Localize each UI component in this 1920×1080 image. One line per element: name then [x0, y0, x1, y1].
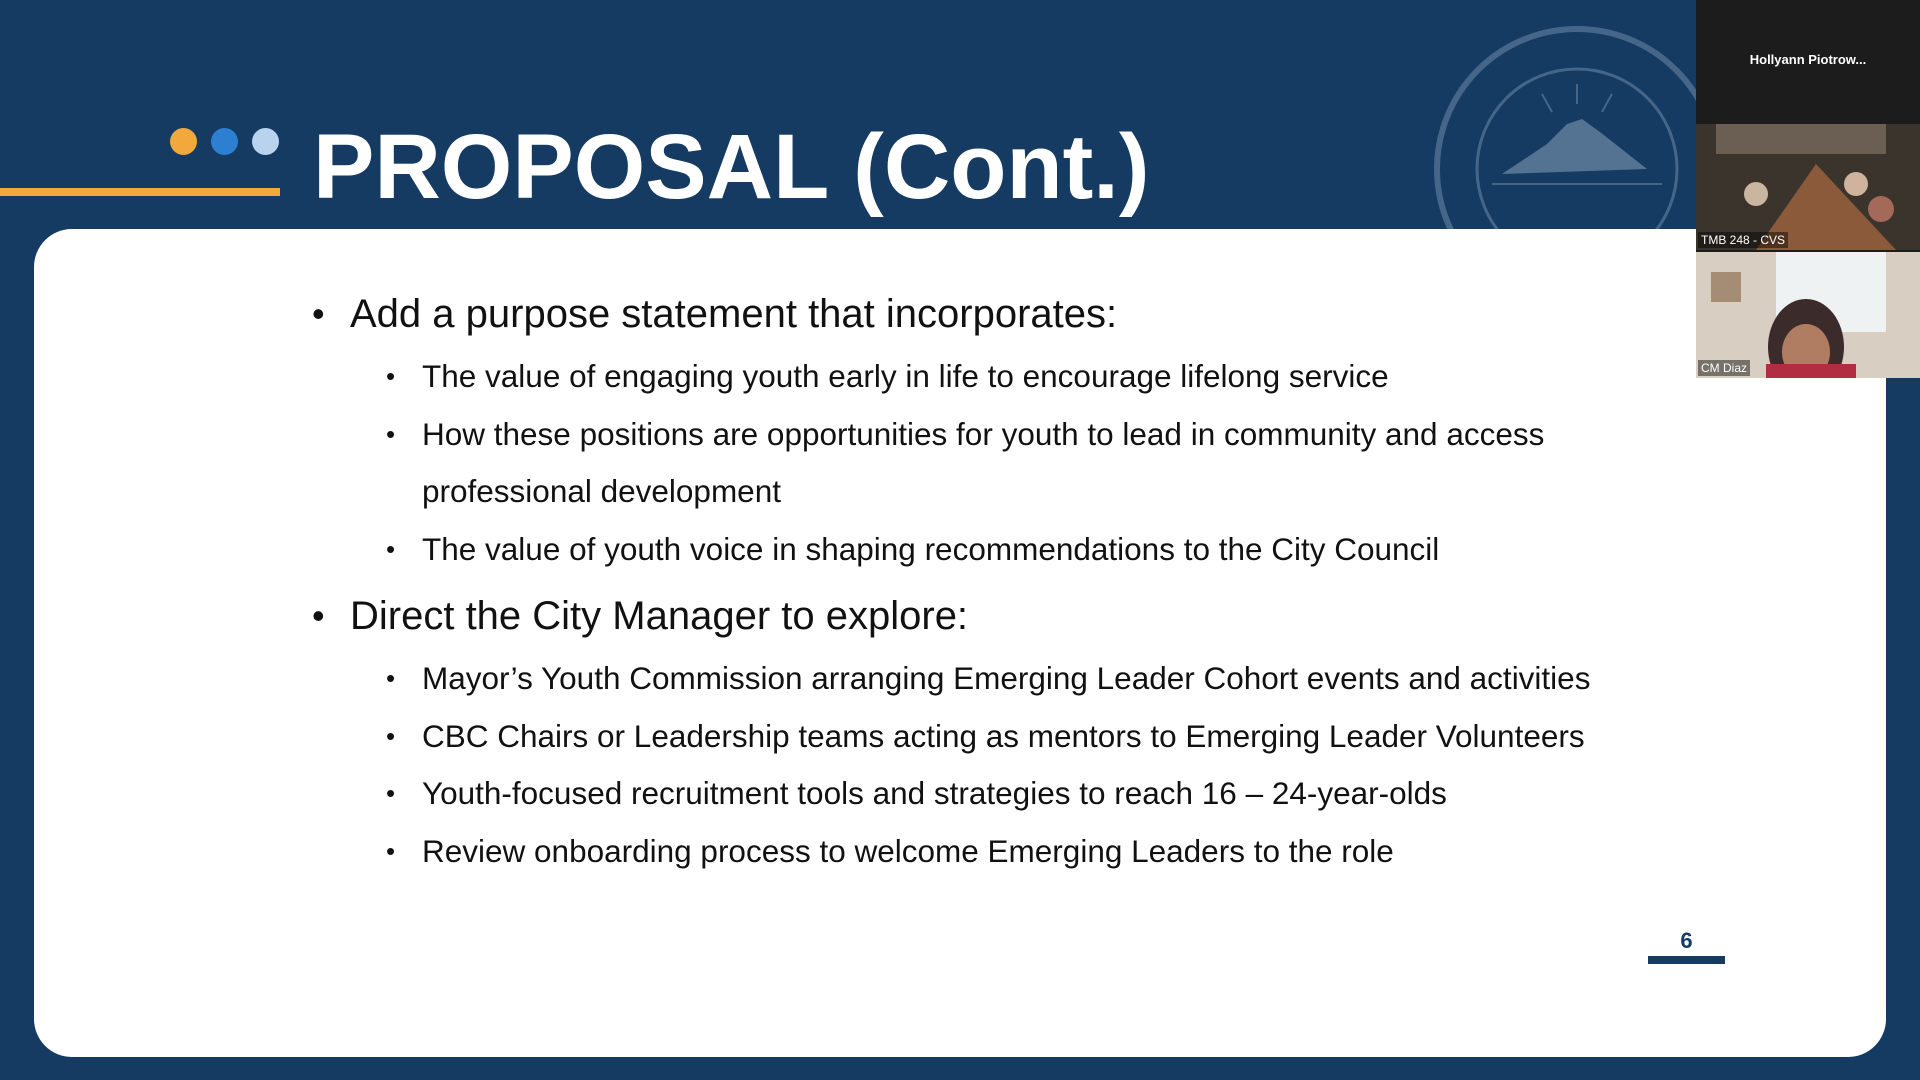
bullet-level2: • How these positions are opportunities for youth to lead in community and access professional development	[386, 415, 1545, 509]
decorative-dots	[170, 128, 279, 155]
bullet-level2: • The value of youth voice in shaping recommendations to the City Council	[386, 530, 1440, 567]
bullet-level2: • The value of engaging youth early in life to encourage lifelong service	[386, 358, 1389, 394]
tile-label: CM Diaz	[1698, 360, 1750, 376]
bullet-level2: • Review onboarding process to welcome Emerging Leaders to the role	[386, 832, 1394, 869]
tile-label: TMB 248 - CVS	[1698, 232, 1788, 248]
presenter-header	[1696, 0, 1920, 124]
bullet-group-explore	[310, 588, 1650, 880]
bullet-level2: • Mayor’s Youth Commission arranging Emerging Leader Cohort events and activities	[386, 660, 1591, 696]
bullet-list	[310, 286, 1650, 890]
video-tile-room[interactable]	[1696, 124, 1920, 250]
bullet-level1: • Direct the City Manager to explore:	[310, 588, 1650, 644]
page-number-bar	[1648, 956, 1725, 964]
orange-dot	[170, 128, 197, 155]
blue-dot	[211, 128, 238, 155]
bullet-group-purpose	[310, 286, 1650, 578]
slide-title: PROPOSAL (Cont.)	[313, 116, 1150, 218]
light-blue-dot	[252, 128, 279, 155]
title-underline	[0, 188, 280, 196]
bullet-level1: • Add a purpose statement that incorporates:	[310, 286, 1650, 342]
video-panel[interactable]	[1696, 0, 1920, 378]
page-number: 6	[1680, 928, 1693, 953]
bullet-level2: • CBC Chairs or Leadership teams acting as mentors to Emerging Leader Volunteers	[386, 717, 1585, 754]
video-tile-person[interactable]	[1696, 252, 1920, 378]
bullet-level2: • Youth-focused recruitment tools and strategies to reach 16 – 24-year-olds	[386, 775, 1447, 811]
presenter-name: Hollyann Piotrow...	[1749, 52, 1867, 67]
